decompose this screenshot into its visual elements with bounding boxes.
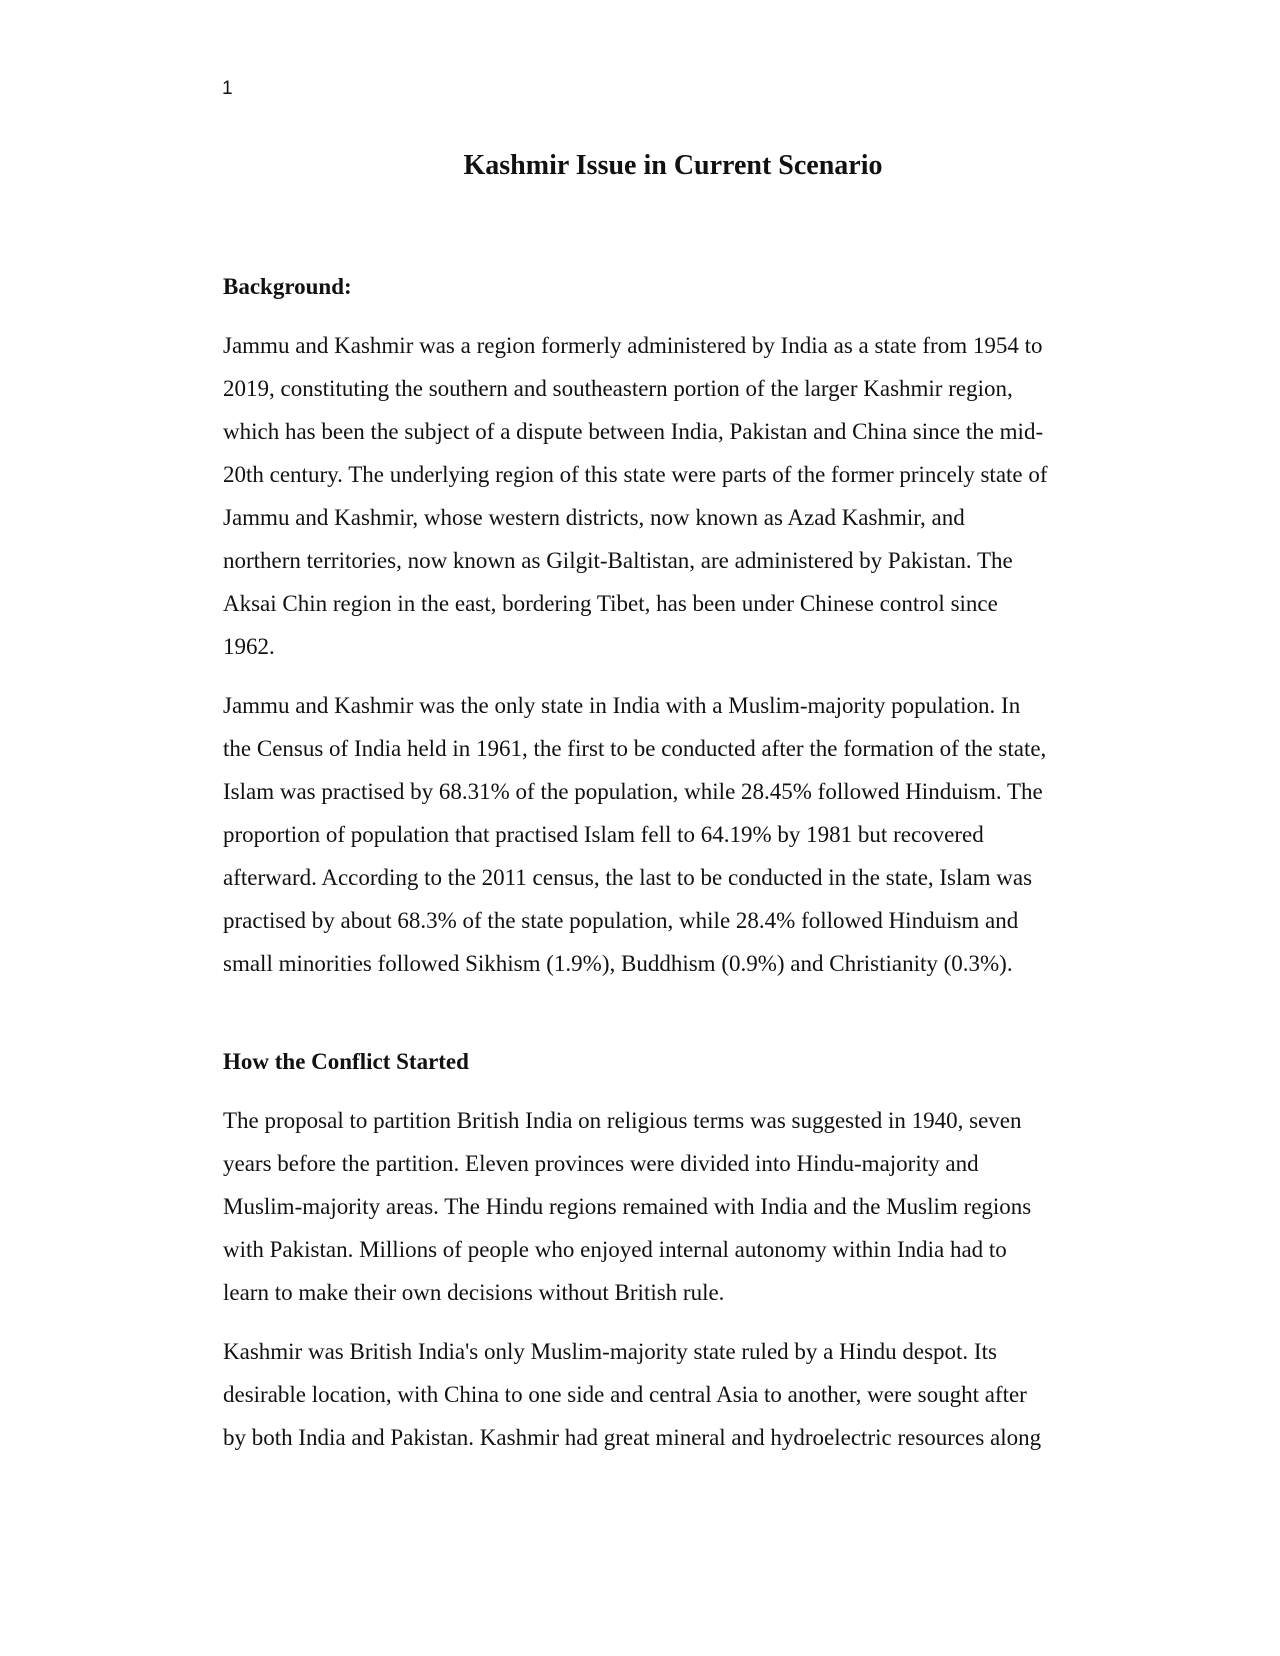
paragraph-line: proportion of population that practised Islam fell to 64.19% by 1981 but recovered [223, 822, 984, 847]
paragraph-line: by both India and Pakistan. Kashmir had great mineral and hydroelectric resources along [223, 1425, 1042, 1450]
document-title: Kashmir Issue in Current Scenario [463, 150, 883, 181]
paragraph-line: 20th century. The underlying region of this state were parts of the former princely state of [223, 462, 1048, 487]
paragraph-line: 2019, constituting the southern and southeastern portion of the larger Kashmir region, [223, 376, 1013, 401]
page-number: 1 [222, 78, 233, 99]
paragraph-line: small minorities followed Sikhism (1.9%), Buddhism (0.9%) and Christianity (0.3%). [223, 951, 1013, 976]
paragraph-line: learn to make their own decisions without British rule. [223, 1280, 725, 1305]
paragraph-line: northern territories, now known as Gilgit-Baltistan, are administered by Pakistan. The [223, 548, 1013, 573]
body-paragraph [223, 684, 1123, 985]
paragraph-line: Jammu and Kashmir, whose western districts, now known as Azad Kashmir, and [223, 505, 965, 530]
section-heading: How the Conflict Started [223, 1049, 469, 1074]
paragraph-line: Islam was practised by 68.31% of the population, while 28.45% followed Hinduism. The [223, 779, 1043, 804]
section-spacer [223, 1001, 1123, 1047]
paragraph-line: with Pakistan. Millions of people who enjoyed internal autonomy within India had to [223, 1237, 1007, 1262]
sections-container [223, 272, 1123, 1459]
paragraph-line: 1962. [223, 634, 275, 659]
document-body [223, 148, 1123, 1475]
body-paragraph [223, 1330, 1123, 1459]
body-paragraph [223, 1099, 1123, 1314]
paragraph-line: which has been the subject of a dispute between India, Pakistan and China since the mid- [223, 419, 1044, 444]
paragraph-line: desirable location, with China to one side and central Asia to another, were sought after [223, 1382, 1027, 1407]
paragraph-line: The proposal to partition British India on religious terms was suggested in 1940, seven [223, 1108, 1022, 1133]
paragraph-line: Aksai Chin region in the east, bordering Tibet, has been under Chinese control since [223, 591, 998, 616]
section-heading: Background: [223, 274, 352, 299]
paragraph-line: Kashmir was British India's only Muslim-majority state ruled by a Hindu despot. Its [223, 1339, 997, 1364]
paragraph-line: years before the partition. Eleven provinces were divided into Hindu-majority and [223, 1151, 979, 1176]
paragraph-line: Jammu and Kashmir was the only state in India with a Muslim-majority population. In [223, 693, 1021, 718]
paragraph-line: Muslim-majority areas. The Hindu regions remained with India and the Muslim regions [223, 1194, 1032, 1219]
paragraph-line: practised by about 68.3% of the state population, while 28.4% followed Hinduism and [223, 908, 1019, 933]
paragraph-line: afterward. According to the 2011 census, the last to be conducted in the state, Islam was [223, 865, 1033, 890]
body-paragraph [223, 324, 1123, 668]
paragraph-line: Jammu and Kashmir was a region formerly administered by India as a state from 1954 to [223, 333, 1043, 358]
paragraph-line: the Census of India held in 1961, the first to be conducted after the formation of the state, [223, 736, 1047, 761]
